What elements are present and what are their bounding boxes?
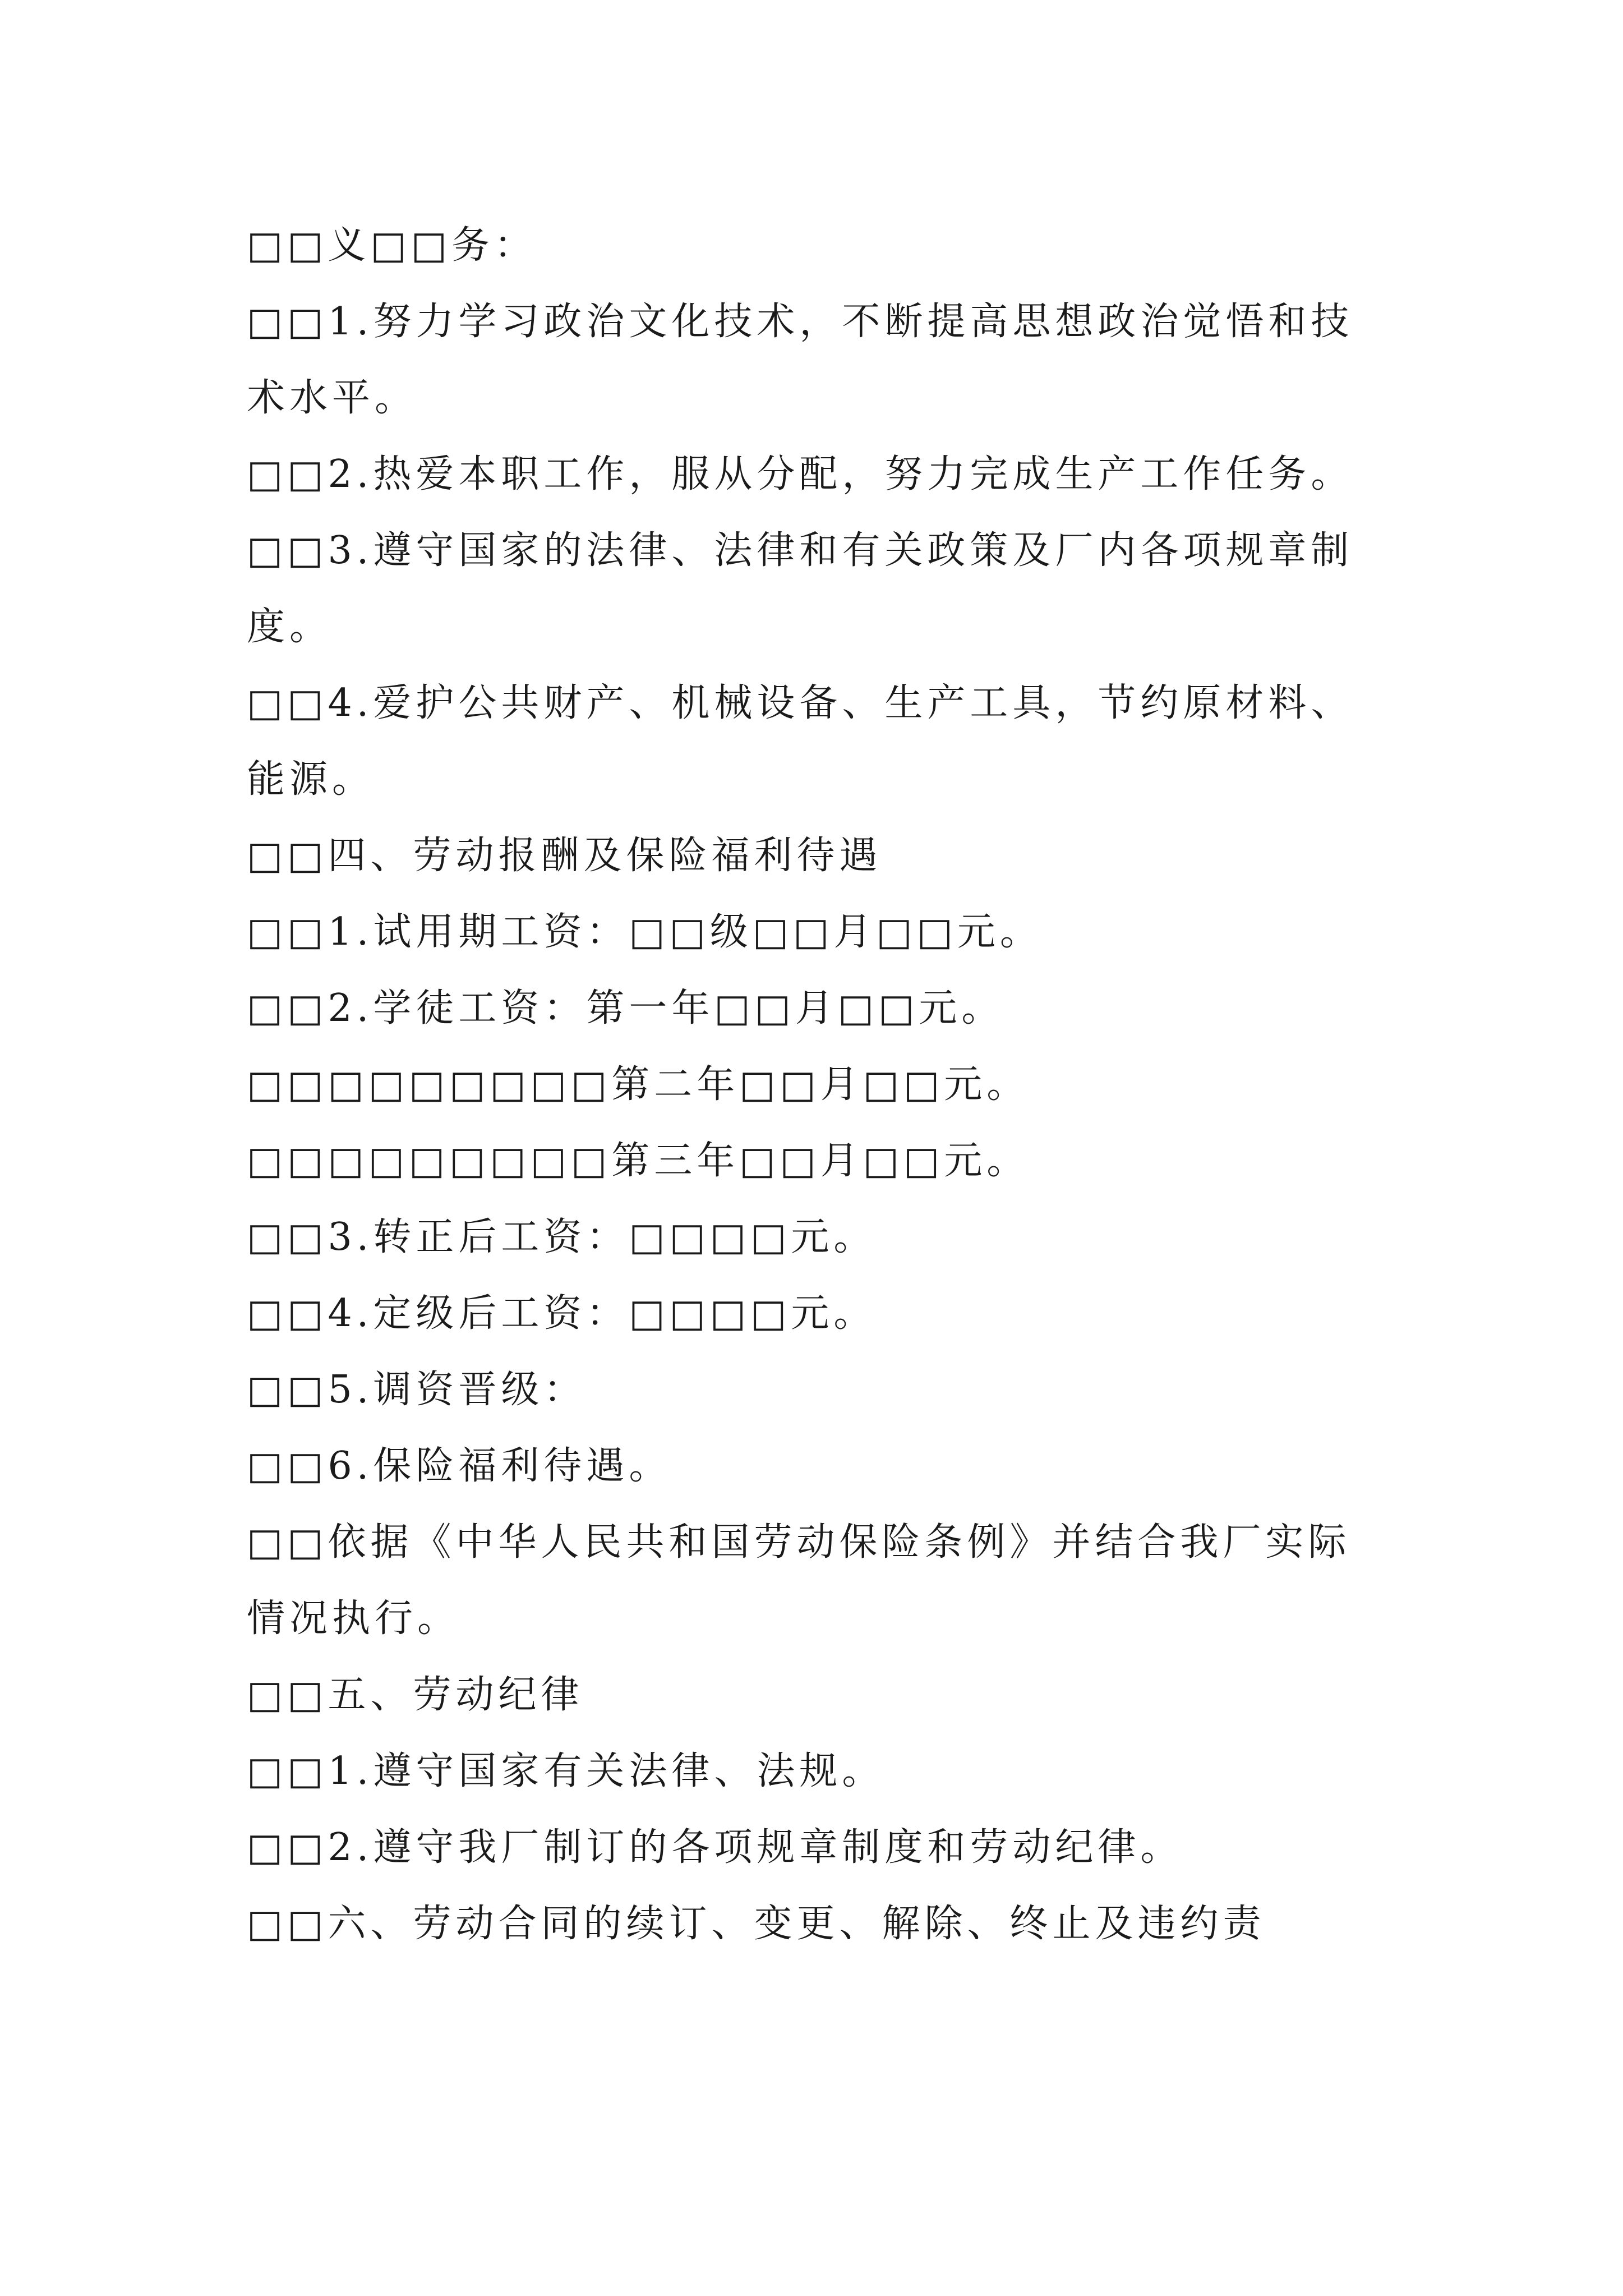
paragraph-insurance: □□6.保险福利待遇。 — [247, 1444, 672, 1488]
document-body — [247, 208, 1374, 1962]
section-heading-discipline: □□五、劳动纪律 — [247, 1673, 584, 1717]
paragraph-obligation-3: □□3.遵守国家的法律、法律和有关政策及厂内各项规章制度。 — [247, 528, 1354, 649]
paragraph-insurance-basis: □□依据《中华人民共和国劳动保险条例》并结合我厂实际情况执行。 — [247, 1520, 1351, 1641]
paragraph-probation-wage: □□1.试用期工资：□□级□□月□□元。 — [247, 910, 1043, 954]
paragraph-discipline-2: □□2.遵守我厂制订的各项规章制度和劳动纪律。 — [247, 1825, 1183, 1870]
paragraph-obligation-1: □□1.努力学习政治文化技术，不断提高思想政治觉悟和技术水平。 — [247, 300, 1354, 420]
paragraph-apprentice-wage-year3: □□□□□□□□□第三年□□月□□元。 — [247, 1139, 1030, 1183]
paragraph-obligation-4: □□4.爱护公共财产、机械设备、生产工具，节约原材料、能源。 — [247, 681, 1354, 802]
paragraph-graded-wage: □□4.定级后工资：□□□□元。 — [247, 1291, 877, 1336]
paragraph-apprentice-wage-year1: □□2.学徒工资：第一年□□月□□元。 — [247, 986, 1004, 1030]
paragraph-obligation-2: □□2.热爱本职工作，服从分配，努力完成生产工作任务。 — [247, 452, 1354, 496]
section-heading-remuneration: □□四、劳动报酬及保险福利待遇 — [247, 834, 882, 878]
section-heading-contract-changes: □□六、劳动合同的续订、变更、解除、终止及违约责 — [247, 1902, 1266, 1946]
paragraph-obligations-heading: □□义□□务： — [247, 223, 537, 268]
paragraph-apprentice-wage-year2: □□□□□□□□□第二年□□月□□元。 — [247, 1062, 1030, 1107]
paragraph-promotion: □□5.调资晋级： — [247, 1368, 587, 1412]
paragraph-regular-wage: □□3.转正后工资：□□□□元。 — [247, 1215, 877, 1259]
paragraph-discipline-1: □□1.遵守国家有关法律、法规。 — [247, 1749, 885, 1793]
